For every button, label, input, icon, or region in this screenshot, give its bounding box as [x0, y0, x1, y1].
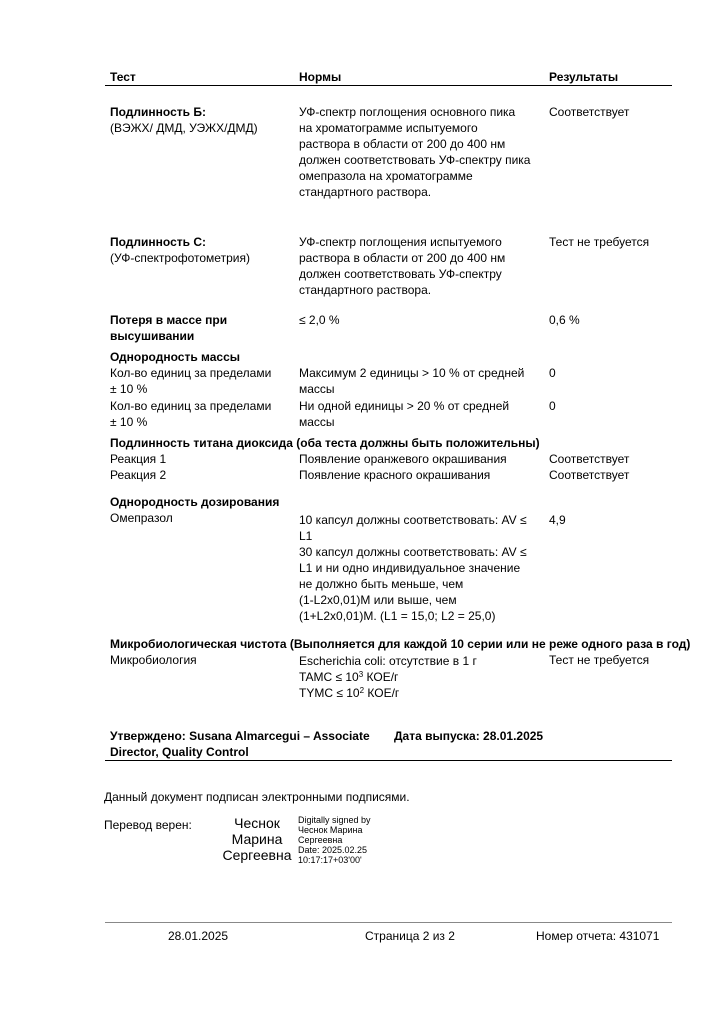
titanium-item-2-norm: Появление красного окрашивания [299, 468, 491, 482]
norm-line: должен соответствовать УФ-спектру пика [299, 153, 531, 167]
label-line: ± 10 % [110, 382, 148, 396]
norm-line: 30 капсул должны соответствовать: AV ≤ [299, 545, 527, 559]
column-header-results: Результаты [549, 70, 619, 84]
label-line: ± 10 % [110, 415, 148, 429]
tamc-suffix: КОЕ/г [363, 670, 399, 684]
row-auth-b-title: Подлинность Б: [110, 105, 206, 119]
row-auth-c-test [110, 234, 290, 266]
norm-line: УФ-спектр поглощения основного пика [299, 105, 516, 119]
mass-item-1-result: 0 [549, 366, 556, 380]
signature-name-line: Сергеевна [222, 847, 292, 863]
norm-line: должен соответствовать УФ-спектру [299, 267, 502, 281]
mass-item-1-norm [299, 365, 544, 397]
micro-result: Тест не требуется [549, 653, 650, 667]
row-lod-result: 0,6 % [549, 313, 580, 327]
approval-rule [105, 760, 672, 761]
dosage-label: Омепразол [110, 511, 173, 525]
mass-item-2-result: 0 [549, 399, 556, 413]
digital-signature-line: Date: 2025.02.25 [298, 845, 368, 855]
norm-line: (1-L2x0,01)M или выше, чем [299, 593, 457, 607]
tamc-line [299, 669, 544, 685]
esign-note: Данный документ подписан электронными подписями. [104, 790, 410, 804]
norm-line: L1 [299, 529, 313, 543]
titanium-item-1-norm: Появление оранжевого окрашивания [299, 452, 507, 466]
row-auth-c-result: Тест не требуется [549, 235, 650, 249]
mass-item-1-label [110, 365, 290, 397]
digital-signature-line: Digitally signed by [298, 815, 371, 825]
digital-signature-line: Чеснок Марина [298, 825, 363, 835]
norm-line: стандартного раствора. [299, 283, 432, 297]
micro-norm [299, 653, 544, 701]
tymc-line [299, 685, 544, 701]
digital-signature-line: 10:17:17+03'00' [298, 855, 362, 865]
mass-item-2-norm [299, 398, 544, 430]
label-line: Кол-во единиц за пределами [110, 366, 272, 380]
norm-line: массы [299, 415, 335, 429]
footer-page-number: Страница 2 из 2 [365, 929, 455, 943]
dosage-result: 4,9 [549, 513, 566, 527]
row-auth-c-norm [299, 234, 544, 298]
footer-rule [105, 922, 672, 923]
norm-line: стандартного раствора. [299, 185, 432, 199]
row-auth-b-method: (ВЭЖХ/ ДМД, УЭЖХ/ДМД) [110, 121, 258, 135]
digital-signature-line: Сергеевна [298, 835, 343, 845]
norm-line: L1 и ни одно индивидуальное значение [299, 561, 521, 575]
translation-label: Перевод верен: [104, 818, 192, 832]
titanium-item-1-label: Реакция 1 [110, 452, 167, 466]
approved-line: Утверждено: Susana Almarcegui – Associate [110, 729, 370, 743]
titanium-item-2-label: Реакция 2 [110, 468, 167, 482]
norm-line: Escherichia coli: отсутствие в 1 г [299, 654, 477, 668]
norm-line: омепразола на хроматограмме [299, 169, 473, 183]
row-lod-norm: ≤ 2,0 % [299, 313, 340, 327]
release-date: Дата выпуска: 28.01.2025 [394, 729, 544, 743]
row-auth-b-test [110, 104, 290, 136]
norm-line: Максимум 2 единицы > 10 % от средней [299, 366, 525, 380]
tymc-suffix: КОЕ/г [364, 686, 400, 700]
footer-date: 28.01.2025 [168, 929, 229, 943]
row-auth-c-method: (УФ-спектрофотометрия) [110, 251, 250, 265]
section-titanium-title: Подлинность титана диоксида (оба теста должны быть положительны) [110, 436, 540, 450]
mass-item-2-label [110, 398, 290, 430]
dosage-norm [299, 512, 544, 624]
row-lod-title [110, 312, 290, 344]
section-micro-title: Микробиологическая чистота (Выполняется для каждой 10 серии или не реже одного раза в год) [110, 637, 691, 651]
titanium-item-2-result: Соответствует [549, 468, 630, 482]
translator-signature-name [218, 815, 296, 863]
tamc-exponent: 3 [358, 670, 364, 679]
norm-line: не должно быть меньше, чем [299, 577, 464, 591]
label-line: Кол-во единиц за пределами [110, 399, 272, 413]
micro-label: Микробиология [110, 653, 197, 667]
norm-line: УФ-спектр поглощения испытуемого [299, 235, 502, 249]
titanium-item-1-result: Соответствует [549, 452, 630, 466]
tymc-exponent: 2 [359, 686, 365, 695]
row-auth-b-result: Соответствует [549, 105, 630, 119]
section-mass-uniformity-title: Однородность массы [110, 350, 241, 364]
title-line: высушивании [110, 329, 195, 343]
norm-line: массы [299, 382, 335, 396]
norm-line: Ни одной единицы > 20 % от средней [299, 399, 510, 413]
approved-line: Director, Quality Control [110, 745, 249, 759]
column-header-test: Тест [110, 70, 136, 84]
title-line: Потеря в массе при [110, 313, 228, 327]
norm-line: (1+L2x0,01)M. (L1 = 15,0; L2 = 25,0) [299, 609, 496, 623]
digital-signature-details [298, 815, 408, 865]
approved-by [110, 728, 390, 760]
row-auth-c-title: Подлинность С: [110, 235, 207, 249]
tymc-prefix: TYMC ≤ 10 [299, 686, 360, 700]
norm-line: раствора в области от 200 до 400 нм [299, 137, 506, 151]
row-auth-b-norm [299, 104, 544, 200]
signature-name-line: Марина [231, 831, 283, 847]
norm-line: раствора в области от 200 до 400 нм [299, 251, 506, 265]
tamc-prefix: TAMC ≤ 10 [299, 670, 359, 684]
signature-name-line: Чеснок [234, 815, 280, 831]
column-header-norms: Нормы [299, 70, 342, 84]
header-rule [105, 85, 672, 86]
norm-line: на хроматограмме испытуемого [299, 121, 478, 135]
norm-line: 10 капсул должны соответствовать: AV ≤ [299, 513, 527, 527]
section-dosage-title: Однородность дозирования [110, 495, 280, 509]
footer-report-number: Номер отчета: 431071 [536, 929, 660, 943]
